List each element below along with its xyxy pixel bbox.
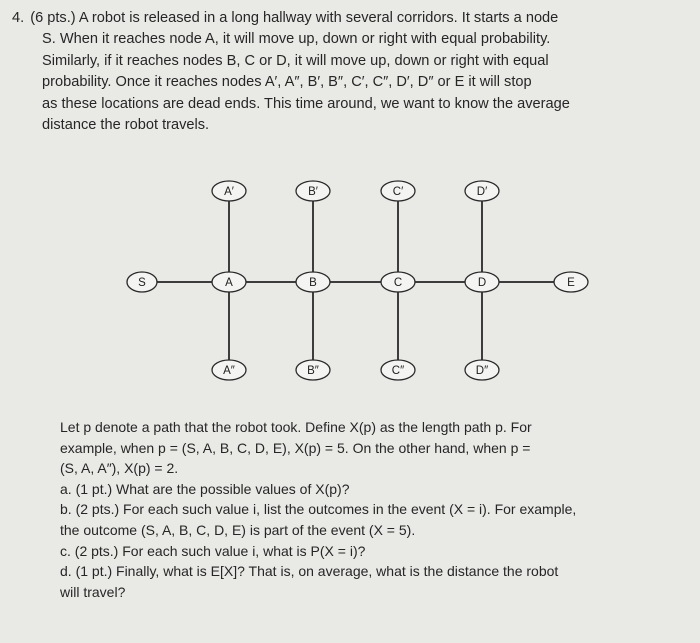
- node-label: B: [309, 277, 317, 289]
- node-label: D: [477, 277, 487, 289]
- intro-line: [12, 8, 677, 29]
- part-d-line: will travel?: [60, 583, 126, 600]
- node-d-double-prime: [465, 360, 499, 380]
- node-b: [296, 272, 330, 292]
- node-a: [212, 272, 246, 292]
- node-label: E: [567, 277, 575, 289]
- node-c-double-prime: [381, 360, 415, 380]
- node-label: A″: [223, 365, 235, 377]
- node-e: [554, 272, 588, 292]
- node-label: A′: [224, 186, 234, 198]
- node-label: A: [225, 277, 233, 289]
- node-s: [127, 272, 157, 292]
- intro-line: probability. Once it reaches nodes A′, A″, B′, B″, C′, C″, D′, D″ or E it will stop: [42, 74, 532, 91]
- intro-line: distance the robot travels.: [42, 117, 210, 134]
- node-d: [465, 272, 499, 292]
- node-label: B′: [308, 186, 318, 198]
- problem-number: 4.: [12, 10, 25, 26]
- node-label: C″: [391, 365, 405, 377]
- node-label: C: [393, 277, 403, 289]
- part-d-line: d. (1 pt.) Finally, what is E[X]? That is, on average, what is the distance the robot: [60, 563, 559, 580]
- question-block: [60, 417, 670, 602]
- intro-line: Similarly, if it reaches nodes B, C or D, it will move up, down or right with equal: [42, 52, 549, 69]
- node-a-double-prime: [212, 360, 246, 380]
- node-d-prime: [465, 181, 499, 201]
- definition-line: Let p denote a path that the robot took. Define X(p) as the length path p. For: [60, 419, 532, 435]
- node-label: B″: [307, 365, 319, 377]
- definition-line: example, when p = (S, A, B, C, D, E), X(p) = 5. On the other hand, when p =: [60, 439, 531, 456]
- part-a-line: a. (1 pt.) What are the possible values of X(p)?: [60, 480, 350, 497]
- node-label: D″: [475, 365, 489, 377]
- hallway-graph: [0, 160, 700, 400]
- part-b-line: the outcome (S, A, B, C, D, E) is part of the event (X = 5).: [60, 521, 416, 538]
- part-c-line: c. (2 pts.) For each such value i, what is P(X = i)?: [60, 542, 366, 559]
- problem-statement: [12, 8, 677, 136]
- node-a-prime: [212, 181, 246, 201]
- node-c-prime: [381, 181, 415, 201]
- graph-edges: [142, 198, 572, 370]
- part-b-line: b. (2 pts.) For each such value i, list the outcomes in the event (X = i). For example,: [60, 501, 577, 518]
- node-c: [381, 272, 415, 292]
- intro-line: as these locations are dead ends. This time around, we want to know the average: [42, 95, 570, 112]
- node-b-double-prime: [296, 360, 330, 380]
- node-label: C′: [392, 186, 404, 198]
- definition-line: (S, A, A″), X(p) = 2.: [60, 460, 179, 477]
- node-label: S: [138, 277, 146, 289]
- node-label: D′: [476, 186, 488, 198]
- intro-line: S. When it reaches node A, it will move up, down or right with equal probability.: [42, 31, 551, 48]
- node-b-prime: [296, 181, 330, 201]
- intro-text: (6 pts.) A robot is released in a long hallway with several corridors. It starts a node: [30, 10, 559, 26]
